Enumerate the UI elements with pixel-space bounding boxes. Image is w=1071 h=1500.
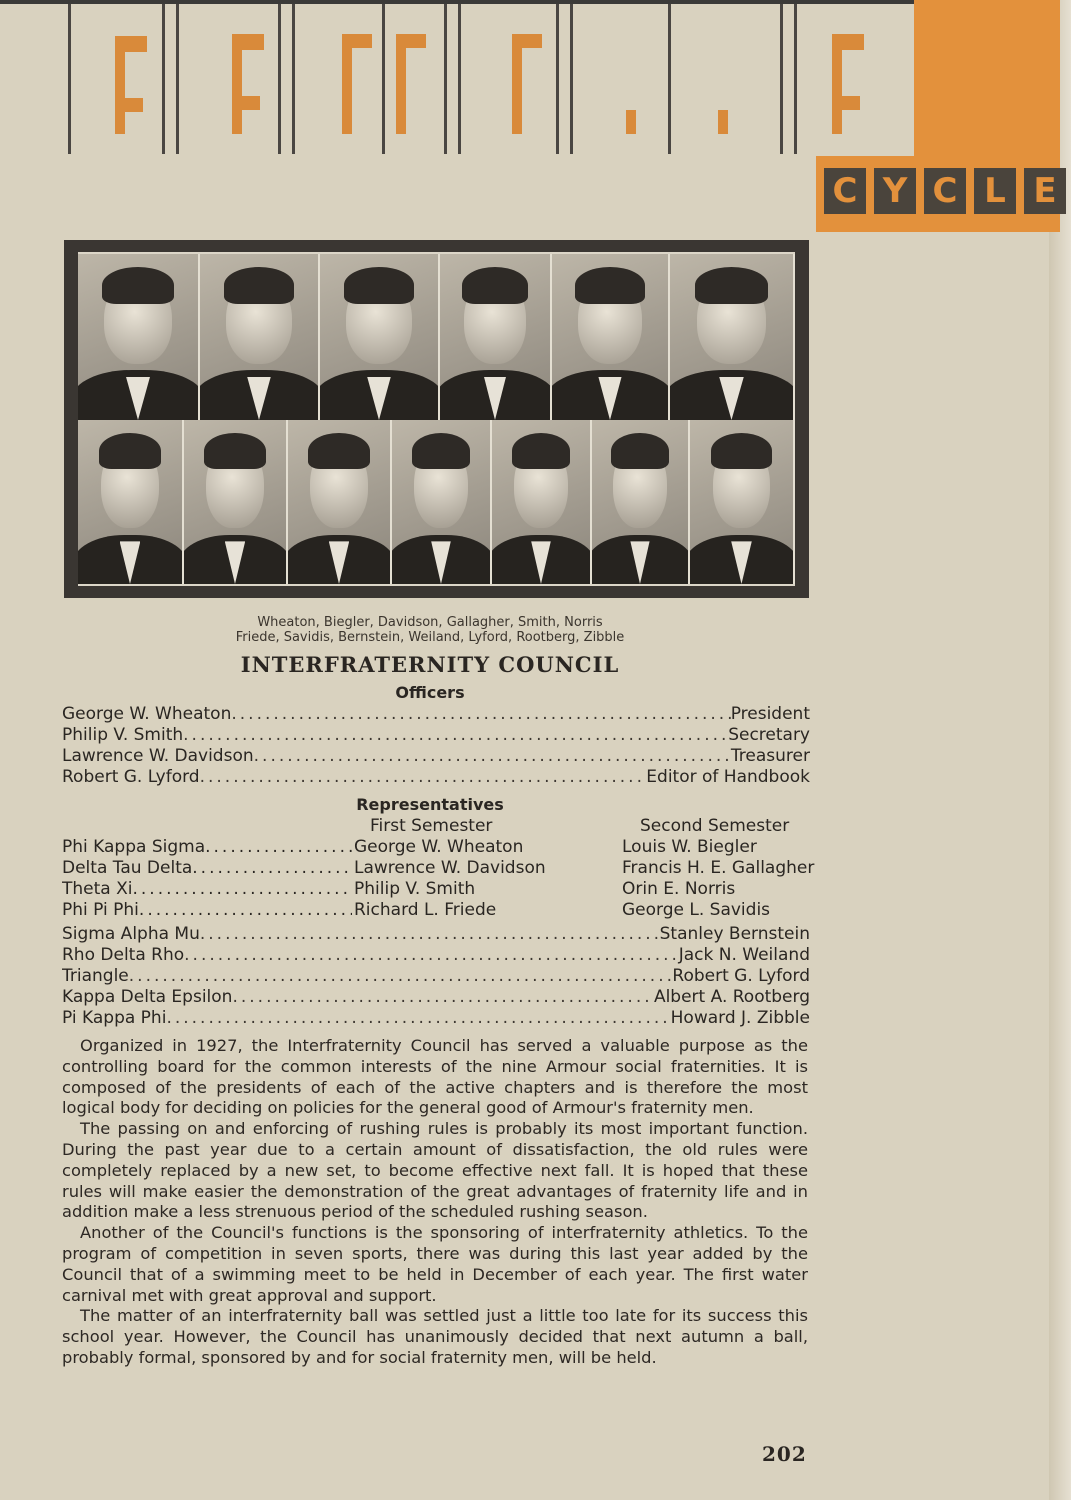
second-semester-rep: Francis H. E. Gallagher (622, 858, 815, 878)
portrait (592, 420, 690, 584)
page-number: 202 (762, 1442, 807, 1466)
officer-row (62, 704, 810, 726)
chapter-name: Phi Kappa Sigma (62, 837, 206, 857)
chapter-name: Rho Delta Rho (62, 945, 185, 965)
chapter-name: Delta Tau Delta (62, 858, 193, 878)
officer-role: President (730, 704, 810, 724)
chapter-name: Theta Xi (62, 879, 133, 899)
first-semester-rep: Lawrence W. Davidson (354, 858, 546, 878)
cycle-letter: L (974, 168, 1016, 214)
first-semester-rep: George W. Wheaton (354, 837, 524, 857)
portrait (552, 254, 670, 420)
page-title: INTERFRATERNITY COUNCIL (240, 652, 620, 677)
chapter-name: Sigma Alpha Mu (62, 924, 200, 944)
paragraph: The passing on and enforcing of rushing rules is probably its most important function. During the past year due to a certain amount of dissatisfaction, the old rules were completely replaced by a new set, to become effective next fall. It is hoped that these rules will make easier the demonstration of the great advantages of fraternity life and in addition make a less strenuous period of the scheduled rushing season. (62, 1119, 808, 1222)
representative-name: Albert A. Rootberg (653, 987, 810, 1007)
portrait (184, 420, 288, 584)
second-semester-rep: Orin E. Norris (622, 879, 736, 899)
cycle-logo (816, 0, 1060, 232)
portrait (78, 254, 200, 420)
portrait (78, 420, 184, 584)
representative-name: Jack N. Weiland (678, 945, 810, 965)
officer-name: Philip V. Smith (62, 725, 184, 745)
representative-row (62, 924, 810, 946)
representative-name: Howard J. Zibble (670, 1008, 810, 1028)
cycle-letter: Y (874, 168, 916, 214)
officer-name: Lawrence W. Davidson (62, 746, 254, 766)
portrait (200, 254, 320, 420)
photo-caption-line-1: Wheaton, Biegler, Davidson, Gallagher, Smith, Norris (257, 615, 603, 630)
second-semester-rep: George L. Savidis (622, 900, 771, 920)
representatives-heading: Representatives (356, 795, 504, 814)
body-text (62, 1036, 808, 1369)
officer-role: Editor of Handbook (646, 767, 810, 787)
cycle-letter: C (924, 168, 966, 214)
representative-row (62, 987, 810, 1009)
representative-row (62, 1008, 810, 1030)
chapter-name: Triangle (62, 966, 129, 986)
chapter-name: Pi Kappa Phi (62, 1008, 167, 1028)
second-semester-rep: Louis W. Biegler (622, 837, 757, 857)
portrait (320, 254, 440, 420)
officer-name: George W. Wheaton (62, 704, 232, 724)
portrait (670, 254, 795, 420)
cycle-letter: C (824, 168, 866, 214)
cycle-letter: E (1024, 168, 1066, 214)
paragraph: Another of the Council's functions is the sponsoring of interfraternity athletics. To the program of competition in seven sports, there was during this last year added by the Council that of a swimming meet to be held in December of each year. The first water carnival met with great approval and support. (62, 1223, 808, 1305)
photo-row-bottom (78, 420, 795, 584)
portrait (392, 420, 492, 584)
portrait (492, 420, 592, 584)
photo-caption-line-2: Friede, Savidis, Bernstein, Weiland, Lyford, Rootberg, Zibble (235, 630, 625, 645)
first-semester-rep: Richard L. Friede (354, 900, 497, 920)
cycle-letters (824, 168, 1066, 214)
officer-row (62, 725, 810, 747)
representative-name: Robert G. Lyford (672, 966, 810, 986)
officer-row (62, 746, 810, 768)
portrait (288, 420, 392, 584)
officer-name: Robert G. Lyford (62, 767, 200, 787)
first-semester-rep: Philip V. Smith (354, 879, 476, 899)
first-semester-label: First Semester (370, 816, 493, 836)
photo-row-top (78, 254, 795, 420)
representative-name: Stanley Bernstein (659, 924, 810, 944)
portrait (440, 254, 552, 420)
portrait (690, 420, 795, 584)
representative-row (62, 945, 810, 967)
representative-row (62, 966, 810, 988)
paragraph: Organized in 1927, the Interfraternity Council has served a valuable purpose as the controlling board for the common interests of the nine Armour social fraternities. It is composed of the presidents of each of the active chapters and is therefore the most logical body for deciding on policies for the general good of Armour's fraternity men. (62, 1036, 808, 1118)
officers-heading: Officers (395, 683, 465, 702)
chapter-name: Kappa Delta Epsilon (62, 987, 233, 1007)
second-semester-label: Second Semester (640, 816, 790, 836)
chapter-name: Phi Pi Phi (62, 900, 139, 920)
officer-row (62, 767, 810, 789)
paragraph: The matter of an interfraternity ball was settled just a little too late for its success this school year. However, the Council has unanimously decided that next autumn a ball, probably formal, sponsored by and for social fraternity men, will be held. (62, 1306, 808, 1367)
officer-role: Secretary (728, 725, 810, 745)
group-photo (64, 240, 809, 598)
officer-role: Treasurer (730, 746, 810, 766)
